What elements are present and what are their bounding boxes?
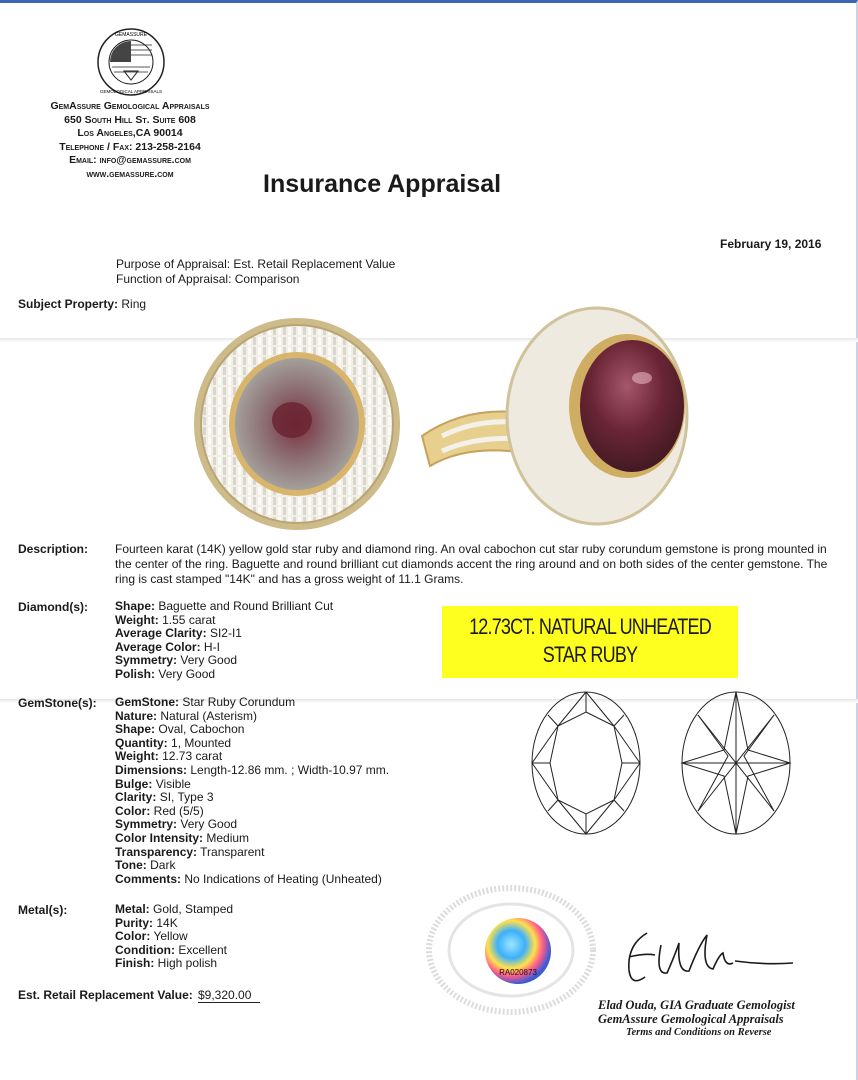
value-amount: $9,320.00 <box>198 988 260 1003</box>
company-email[interactable]: Email: info@gemassure.com <box>69 154 191 166</box>
diamond-row: Average Clarity: SI2-I1 <box>115 626 242 641</box>
banner-line1: 12.73CT. NATURAL UNHEATED <box>469 614 711 639</box>
subject-property <box>18 297 146 311</box>
hologram-seal <box>426 885 596 1015</box>
company-name: GemAssure Gemological Appraisals <box>50 100 210 112</box>
gem-row: Color: Red (5/5) <box>115 803 204 818</box>
diamond-row: Average Color: H-I <box>115 639 220 654</box>
handwritten-signature <box>615 915 795 995</box>
gemstones-details <box>115 696 389 886</box>
ring-photo-side <box>412 306 692 536</box>
svg-text:GEMOLOGICAL APPRAISALS: GEMOLOGICAL APPRAISALS <box>99 89 163 94</box>
gem-row: Color Intensity: Medium <box>115 830 250 845</box>
appraisal-purpose: Purpose of Appraisal: Est. Retail Replacement Value <box>116 257 396 271</box>
company-phone: Telephone / Fax: 213-258-2164 <box>59 140 201 153</box>
hologram-code: RA020873 <box>499 968 537 977</box>
subject-value: Ring <box>121 297 147 311</box>
diamond-row: Symmetry: Very Good <box>115 653 238 668</box>
description-label: Description: <box>18 542 89 556</box>
terms-note: Terms and Conditions on Reverse <box>626 1027 772 1038</box>
document-title: Insurance Appraisal <box>263 170 502 198</box>
highlight-banner <box>442 606 738 678</box>
gem-row: Quantity: 1, Mounted <box>115 735 232 750</box>
gem-row: Bulge: Visible <box>115 776 191 791</box>
appraisal-date: February 19, 2016 <box>720 237 822 251</box>
value-label: Est. Retail Replacement Value: <box>18 988 193 1002</box>
signature-name: Elad Ouda, GIA Graduate Gemologist <box>598 998 795 1012</box>
metals-details <box>115 903 233 971</box>
gemassure-logo <box>96 27 166 97</box>
appraisal-function: Function of Appraisal: Comparison <box>116 272 300 286</box>
description-text: Fourteen karat (14K) yellow gold star ruby and diamond ring. An oval cabochon cut star ruby corundum gemstone is prong mounted in the center of the ring. Baguette and round brilliant cut diamonds accent the ring around and on both sides of the center gemstone. The ring is cast stamped "14K" and has a gross weight of 11.1 Grams. <box>115 542 828 586</box>
gem-row: GemStone: Star Ruby Corundum <box>115 695 296 709</box>
gem-row: Nature: Natural (Asterism) <box>115 708 258 723</box>
metals-label: Metal(s): <box>18 903 68 917</box>
svg-text:GEMASSURE: GEMASSURE <box>115 32 147 38</box>
company-header <box>10 100 250 181</box>
oval-crown-diagram <box>530 690 642 836</box>
ring-photo-front <box>192 316 402 532</box>
metal-row: Color: Yellow <box>115 929 188 944</box>
gem-row: Comments: No Indications of Heating (Unheated) <box>115 871 382 886</box>
company-address2: Los Angeles,CA 90014 <box>77 127 183 139</box>
signature-block <box>598 998 795 1040</box>
gem-row: Clarity: SI, Type 3 <box>115 790 214 805</box>
diamonds-label: Diamond(s): <box>18 600 88 614</box>
gemstones-label: GemStone(s): <box>18 696 97 710</box>
banner-line2: STAR RUBY <box>542 642 638 667</box>
company-website[interactable]: www.gemassure.com <box>86 167 174 180</box>
diamond-row: Shape: Baguette and Round Brilliant Cut <box>115 599 334 613</box>
metal-row: Condition: Excellent <box>115 942 228 957</box>
gem-row: Symmetry: Very Good <box>115 817 238 832</box>
gem-row: Tone: Dark <box>115 858 176 873</box>
company-address1: 650 South Hill St. Suite 608 <box>64 113 196 126</box>
diamond-row: Polish: Very Good <box>115 666 216 681</box>
gem-row: Dimensions: Length-12.86 mm. ; Width-10.97 mm. <box>115 762 390 777</box>
gem-row: Transparency: Transparent <box>115 844 265 859</box>
metal-row: Purity: 14K <box>115 915 178 930</box>
gem-row: Shape: Oval, Cabochon <box>115 722 245 737</box>
metal-row: Finish: High polish <box>115 956 218 971</box>
subject-label: Subject Property: <box>18 297 119 311</box>
metal-row: Metal: Gold, Stamped <box>115 902 234 916</box>
diamond-row: Weight: 1.55 carat <box>115 612 216 627</box>
oval-pavilion-diagram <box>680 690 792 836</box>
diamonds-details <box>115 600 333 682</box>
signature-company: GemAssure Gemological Appraisals <box>598 1012 784 1026</box>
gem-row: Weight: 12.73 carat <box>115 749 223 764</box>
